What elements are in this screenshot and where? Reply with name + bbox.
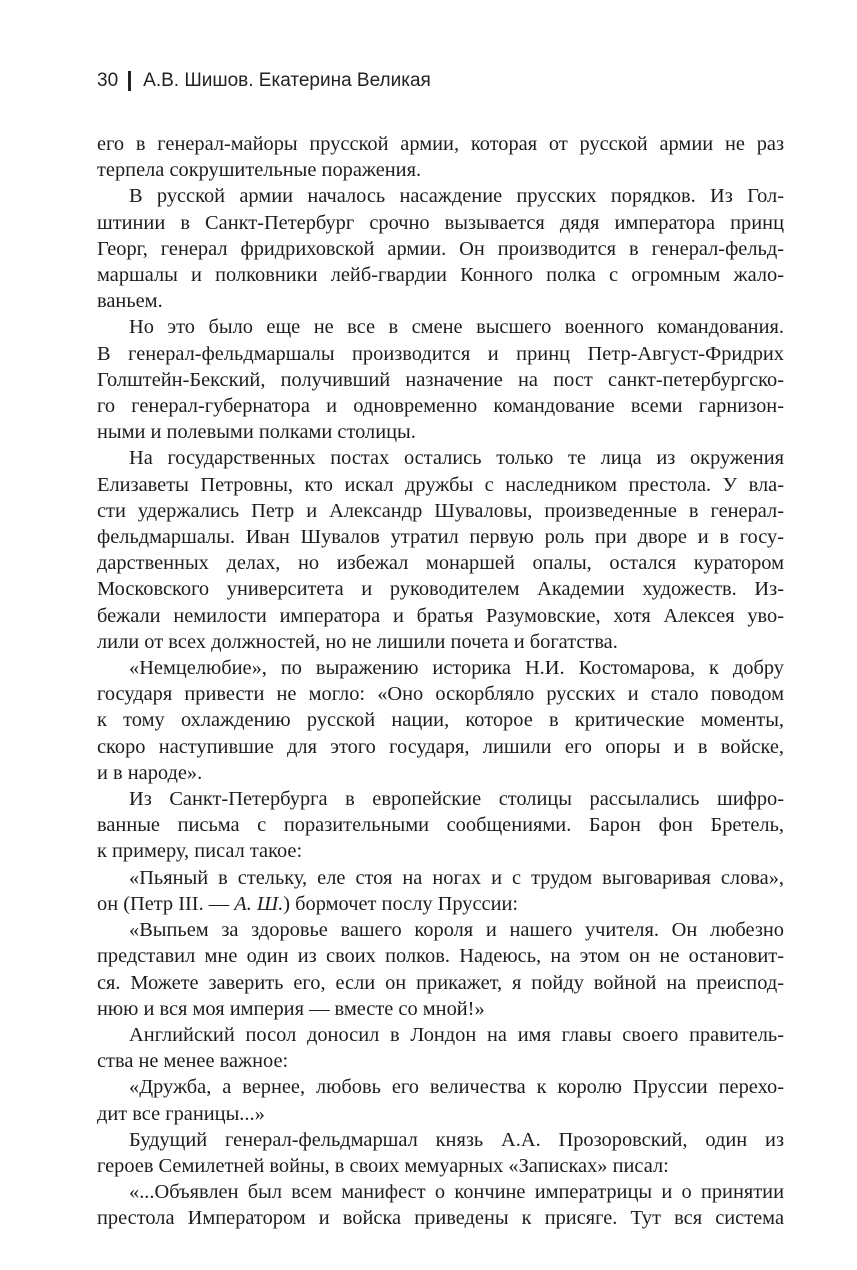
text-line-content: «Немцелюбие», по выражению историка Н.И. Костомарова, к добру [129,657,784,680]
text-line [97,524,784,550]
text-line-content: сти удержались Петр и Александр Шуваловы, произведенные в генерал- [97,499,784,522]
text-line [97,1022,784,1048]
text-line-content: он (Петр III. — [97,892,235,915]
text-line [97,1179,784,1205]
text-line-content: дит все границы...» [97,1102,265,1125]
text-line-content: к примеру, писал такое: [97,840,303,863]
text-line-content: Голштейн-Бекский, получивший назначение на пост санкт-петербургско- [97,368,784,391]
text-line-content: фельдмаршалы. Иван Шувалов утратил первую роль при дворе и в госу- [97,526,784,549]
text-line-content: На государственных постах остались только те лица из окружения [129,447,784,470]
text-line [97,681,784,707]
text-line-content: Но это было еще не все в смене высшего военного командования. [129,316,784,339]
text-line [97,419,784,445]
text-line [97,1074,784,1100]
text-line-content: лили от всех должностей, но не лишили почета и богатства. [97,630,618,653]
text-line [97,314,784,340]
text-line [97,865,784,891]
text-line [97,1205,784,1231]
text-line [97,1153,784,1179]
text-line [97,131,784,157]
text-line-content: ваньем. [97,290,163,313]
text-line [97,550,784,576]
text-line-content: государя привести не могло: «Оно оскорбляло русских и стало поводом [97,683,784,706]
text-line [97,812,784,838]
text-line [97,393,784,419]
text-line-content: его в генерал-майоры прусской армии, которая от русской армии не раз [97,133,784,155]
text-line [97,970,784,996]
text-line-content: го генерал-губернатора и одновременно командование всеми гарнизон- [97,395,784,418]
text-line [97,760,784,786]
text-line [97,367,784,393]
text-line-content: маршалы и полковники лейб-гвардии Конного полка с огромным жало- [97,264,784,287]
text-line-content: героев Семилетней войны, в своих мемуарных «Записках» писал: [97,1154,669,1177]
text-line [97,236,784,262]
text-line [97,157,784,183]
text-line [97,838,784,864]
text-line [97,183,784,209]
text-line [97,917,784,943]
text-line [97,341,784,367]
text-line-content: «Выпьем за здоровье вашего короля и нашего учителя. Он любезно [129,919,784,942]
text-line-content: Из Санкт-Петербурга в европейские столицы рассылались шифро- [129,788,784,811]
text-line-content: дарственных делах, но избежал монаршей опалы, остался куратором [97,552,784,575]
running-title: А.В. Шишов. Екатерина Великая [143,70,431,91]
text-line [97,655,784,681]
text-line [97,1048,784,1074]
text-line-content: ства не менее важное: [97,1050,289,1073]
text-line [97,943,784,969]
running-header [97,70,431,92]
text-line [97,996,784,1022]
text-line-content: «Пьяный в стельку, еле стоя на ногах и с трудом выговаривая слова», [129,866,784,889]
text-line-content: Московского университета и руководителем Академии художеств. Из- [97,578,784,601]
text-line [97,210,784,236]
text-line-content: Будущий генерал-фельдмаршал князь А.А. Прозоровский, один из [129,1128,784,1151]
text-line-content: В генерал-фельдмаршалы производится и принц Петр-Август-Фридрих [97,342,784,365]
text-line-content: ными и полевыми полками столицы. [97,421,416,444]
text-line [97,288,784,314]
text-line-content: представил мне один из своих полков. Надеюсь, на этом он не остановит- [97,945,784,968]
header-separator [128,71,131,91]
text-line-content: «...Объявлен был всем манифест о кончине императрицы и о принятии [129,1181,784,1204]
text-line [97,498,784,524]
text-line [97,707,784,733]
text-line-content: ванные письма с поразительными сообщениями. Барон фон Бретель, [97,814,784,837]
text-line-content: бежали немилости императора и братья Разумовские, хотя Алексея уво- [97,604,784,627]
text-line-content: «Дружба, а вернее, любовь его величества к королю Пруссии перехо- [129,1076,784,1099]
text-line [97,734,784,760]
text-line [97,786,784,812]
text-line [97,445,784,471]
text-line-content: В русской армии началось насаждение прусских порядков. Из Гол- [129,185,784,208]
text-line-content: к тому охлаждению русской нации, которое в критические моменты, [97,709,784,732]
body-text [97,131,784,1232]
text-line-content: Георг, генерал фридриховской армии. Он производится в генерал-фельд- [97,237,784,260]
author-initials: А. Ш. [234,892,284,915]
text-line [97,603,784,629]
text-line [97,262,784,288]
text-line-content: нюю и вся моя империя — вместе со мной!» [97,997,485,1020]
text-line-content: ся. Можете заверить его, если он прикажет, я пойду войной на преиспод- [97,971,784,994]
text-line-content: ) бормочет послу Пруссии: [283,892,519,915]
text-line-content: терпела сокрушительные поражения. [97,159,422,182]
text-line [97,1127,784,1153]
text-line-content: штинии в Санкт-Петербург срочно вызывается дядя императора принц [97,211,784,234]
page-number: 30 [97,70,119,91]
text-line-content: и в народе». [97,761,203,784]
text-line-content: Елизаветы Петровны, кто искал дружбы с наследником престола. У вла- [97,473,784,496]
text-line [97,629,784,655]
text-line [97,1101,784,1127]
text-line-content: Английский посол доносил в Лондон на имя главы своего правитель- [129,1023,784,1046]
text-line-content: престола Императором и войска приведены к присяге. Тут вся система [97,1207,784,1230]
text-line [97,891,784,917]
text-line-content: скоро наступившие для этого государя, лишили его опоры и в войске, [97,735,784,758]
text-line [97,472,784,498]
text-line [97,576,784,602]
